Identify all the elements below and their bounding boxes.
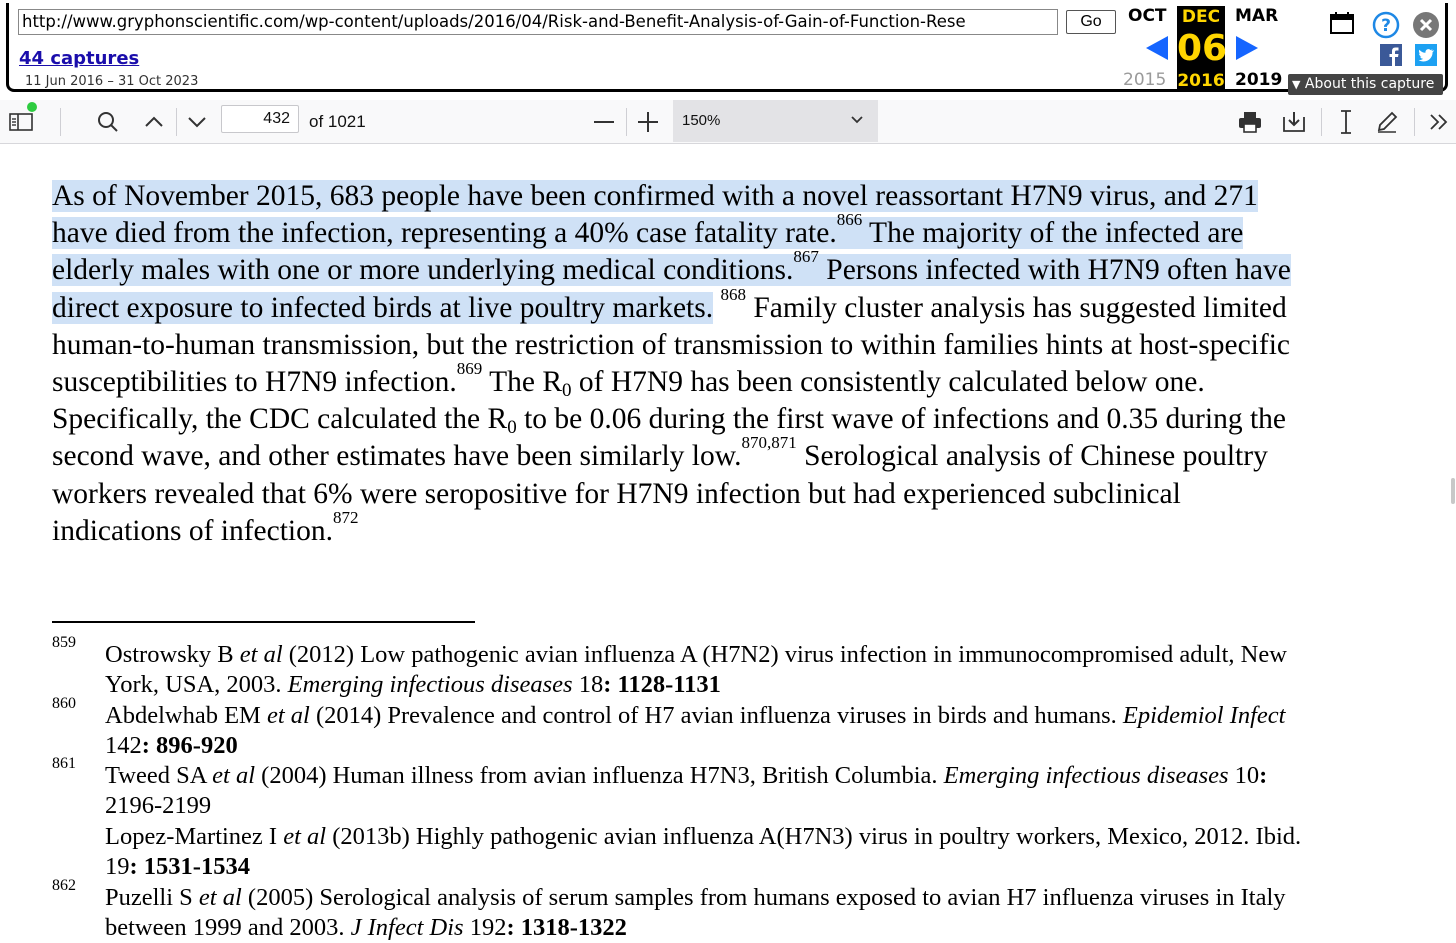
close-icon[interactable] xyxy=(1412,11,1440,44)
footnote-volume: 19 xyxy=(105,853,130,880)
capture-date-range: 11 Jun 2016 – 31 Oct 2023 xyxy=(25,74,199,89)
prev-month-link[interactable]: OCT xyxy=(1128,6,1167,26)
sentence-text: The majority of the infected are xyxy=(869,217,1244,250)
wayback-url-input[interactable]: http://www.gryphonscientific.com/wp-content/uploads/2016/04/Risk-and-Benefit-Analysis-of-Gain-of-Function-Rese xyxy=(18,9,1058,35)
next-page-chevron-down-icon[interactable] xyxy=(184,109,210,135)
calendar-icon[interactable] xyxy=(1329,12,1355,41)
footnote-title: (2014) Prevalence and control of H7 avian influenza viruses in birds and humans. xyxy=(309,702,1123,729)
prev-capture-arrow-icon[interactable] xyxy=(1146,36,1168,60)
footnote-author: Abdelwhab EM xyxy=(105,702,267,729)
toolbar-separator xyxy=(60,108,61,136)
next-month-link[interactable]: MAR xyxy=(1235,6,1279,26)
sentence-text: Persons infected with H7N9 often have xyxy=(826,254,1291,287)
sentence-text: Specifically, the CDC calculated the R xyxy=(52,403,508,436)
footnote-pages: : 1128-1131 xyxy=(603,671,721,698)
footnote-title: (2005) Serological analysis of serum samples from humans exposed to avian H7 influenza viruses in Italy xyxy=(241,884,1286,911)
draw-pencil-icon[interactable] xyxy=(1374,109,1400,135)
wayback-go-button[interactable]: Go xyxy=(1066,10,1116,34)
footnote-number: 860 xyxy=(52,695,76,712)
sentence-text: susceptibilities to H7N9 infection. xyxy=(52,365,457,398)
footnote-line xyxy=(105,640,1287,670)
about-capture-button[interactable] xyxy=(1288,74,1443,95)
footnote-divider xyxy=(52,621,475,623)
footnote-journal: Epidemiol Infect xyxy=(1122,702,1286,729)
sentence-text: The R xyxy=(489,365,563,398)
highlighted-text: As of November 2015, 683 people have been confirmed with a novel reassortant H7N9 virus, and 271 xyxy=(52,180,1258,212)
text-line xyxy=(52,358,1422,401)
current-year: 2016 xyxy=(1177,71,1225,91)
footnote-ref[interactable]: 872 xyxy=(333,507,359,527)
footnote-number: 861 xyxy=(52,755,76,772)
footnote-et-al: et al xyxy=(212,762,256,789)
footnote-et-al: et al xyxy=(198,884,242,911)
sidebar-toggle-icon[interactable] xyxy=(8,109,34,135)
download-save-icon[interactable] xyxy=(1281,109,1307,135)
footnote-text: between 1999 and 2003. xyxy=(105,914,351,941)
footnote-pages: : 1531-1534 xyxy=(129,853,250,880)
toolbar-separator xyxy=(176,108,177,136)
footnote-line xyxy=(105,913,627,943)
toolbar-separator xyxy=(626,108,627,136)
text-cursor-icon[interactable] xyxy=(1333,109,1359,135)
next-year-link[interactable]: 2019 xyxy=(1235,70,1283,90)
footnote-colon: : xyxy=(1259,762,1268,789)
more-tools-chevrons-icon[interactable] xyxy=(1426,109,1452,135)
sentence-text: workers revealed that 6% were seropositive for H7N9 infection but had experienced subclinical xyxy=(52,477,1181,510)
footnote-line xyxy=(105,731,238,761)
footnote-volume: 10 xyxy=(1228,762,1260,789)
footnote-title: (2012) Low pathogenic avian influenza A (H7N2) virus infection in immunocompromised adult, New xyxy=(282,641,1287,668)
text-line xyxy=(52,284,1422,327)
wayback-toolbar xyxy=(0,0,1456,100)
footnote-author: Lopez-Martinez I xyxy=(105,823,284,850)
text-line xyxy=(52,476,1422,513)
footnote-et-al: et al xyxy=(266,702,310,729)
text-line xyxy=(52,433,1422,475)
toolbar-separator xyxy=(1321,108,1322,136)
footnote-et-al: et al xyxy=(239,641,283,668)
footnote-author: Tweed SA xyxy=(105,762,213,789)
print-icon[interactable] xyxy=(1237,109,1263,135)
sentence-text: Serological analysis of Chinese poultry xyxy=(804,440,1268,473)
footnote-number: 862 xyxy=(52,877,76,894)
twitter-icon[interactable] xyxy=(1415,44,1437,71)
captures-link[interactable]: 44 captures xyxy=(19,48,140,69)
toolbar-separator xyxy=(1414,108,1415,136)
footnote-line xyxy=(105,883,1286,913)
footnote-pages: : 896-920 xyxy=(141,732,238,759)
sentence-text: indications of infection. xyxy=(52,514,333,547)
footnote-number: 859 xyxy=(52,634,76,651)
text-line xyxy=(52,178,1422,215)
pdf-toolbar xyxy=(0,100,1456,144)
help-icon[interactable] xyxy=(1372,11,1400,44)
footnote-et-al: et al xyxy=(283,823,327,850)
footnote-ref[interactable]: 867 xyxy=(793,247,819,267)
footnote-author: Puzelli S xyxy=(105,884,199,911)
text-line xyxy=(52,210,1422,252)
zoom-value: 150% xyxy=(682,112,721,129)
footnote-author: Ostrowsky B xyxy=(105,641,240,668)
page-number-input[interactable]: 432 xyxy=(221,105,299,133)
sentence-text: second wave, and other estimates have been similarly low. xyxy=(52,440,742,473)
footnote-volume: 142 xyxy=(105,732,142,759)
footnote-journal: Emerging infectious diseases xyxy=(943,762,1229,789)
facebook-icon[interactable] xyxy=(1380,44,1402,71)
footnote-title: (2013b) Highly pathogenic avian influenza A(H7N3) virus in poultry workers, Mexico, 2012. Ibid. xyxy=(326,823,1302,850)
footnote-line xyxy=(105,670,721,700)
sentence-text: Family cluster analysis has suggested limited xyxy=(753,291,1287,324)
footnote-line xyxy=(105,791,211,821)
footnote-ref[interactable]: 869 xyxy=(456,358,483,378)
chevron-down-icon xyxy=(850,100,864,142)
footnote-ref[interactable]: 868 xyxy=(720,284,746,304)
footnote-journal: J Infect Dis xyxy=(350,914,464,941)
next-capture-arrow-icon[interactable] xyxy=(1236,36,1258,60)
subscript-zero: 0 xyxy=(507,417,517,439)
sentence-text: elderly males with one or more underlying medical conditions. xyxy=(52,254,794,287)
footnote-ref[interactable]: 870,871 xyxy=(741,433,797,453)
footnote-volume: 18 xyxy=(572,671,604,698)
highlighted-text xyxy=(52,210,1244,250)
body-paragraph xyxy=(52,178,1422,550)
footnote-pages: : 1318-1322 xyxy=(506,914,627,941)
footnote-line xyxy=(105,822,1301,852)
dropdown-triangle-icon: ▼ xyxy=(1292,78,1301,91)
footnote-line xyxy=(105,701,1285,731)
zoom-out-minus-icon[interactable] xyxy=(591,109,617,135)
footnote-ref[interactable]: 866 xyxy=(836,210,863,230)
notification-dot xyxy=(27,102,37,112)
footnote-line xyxy=(105,761,1267,791)
footnote-pages: 2196-2199 xyxy=(105,792,212,819)
highlighted-text: direct exposure to infected birds at live poultry markets. xyxy=(52,291,714,324)
text-line xyxy=(52,247,1422,289)
sentence-text: of H7N9 has been consistently calculated below one. xyxy=(571,365,1205,398)
text-line xyxy=(52,507,1422,550)
footnote-line xyxy=(105,852,250,882)
current-day: 06 xyxy=(1177,28,1228,69)
subscript-zero: 0 xyxy=(562,379,572,401)
previous-page-chevron-up-icon[interactable] xyxy=(141,109,167,135)
footnote-volume: 192 xyxy=(463,914,507,941)
text-line xyxy=(52,327,1422,364)
zoom-select[interactable] xyxy=(673,100,878,142)
footnote-text: York, USA, 2003. xyxy=(105,671,288,698)
footnote-title: (2004) Human illness from avian influenza H7N3, British Columbia. xyxy=(255,762,944,789)
sentence-text: to be 0.06 during the first wave of infections and 0.35 during the xyxy=(516,403,1286,436)
scrollbar-thumb[interactable] xyxy=(1451,478,1455,504)
page-count: of 1021 xyxy=(309,112,366,131)
svg-text:?: ? xyxy=(1381,16,1391,36)
highlighted-text xyxy=(52,247,1291,287)
about-capture-label: About this capture xyxy=(1304,76,1435,92)
zoom-in-plus-icon[interactable] xyxy=(635,109,661,135)
sentence-text: have died from the infection, representing a 40% case fatality rate. xyxy=(52,217,837,250)
sentence-text: human-to-human transmission, but the restriction of transmission to within families hints at host-specific xyxy=(52,328,1290,361)
prev-year-link[interactable]: 2015 xyxy=(1123,70,1167,90)
current-month: DEC xyxy=(1177,6,1225,28)
footnote-journal: Emerging infectious diseases xyxy=(287,671,573,698)
find-search-icon[interactable] xyxy=(95,109,121,135)
text-line xyxy=(52,401,1422,438)
